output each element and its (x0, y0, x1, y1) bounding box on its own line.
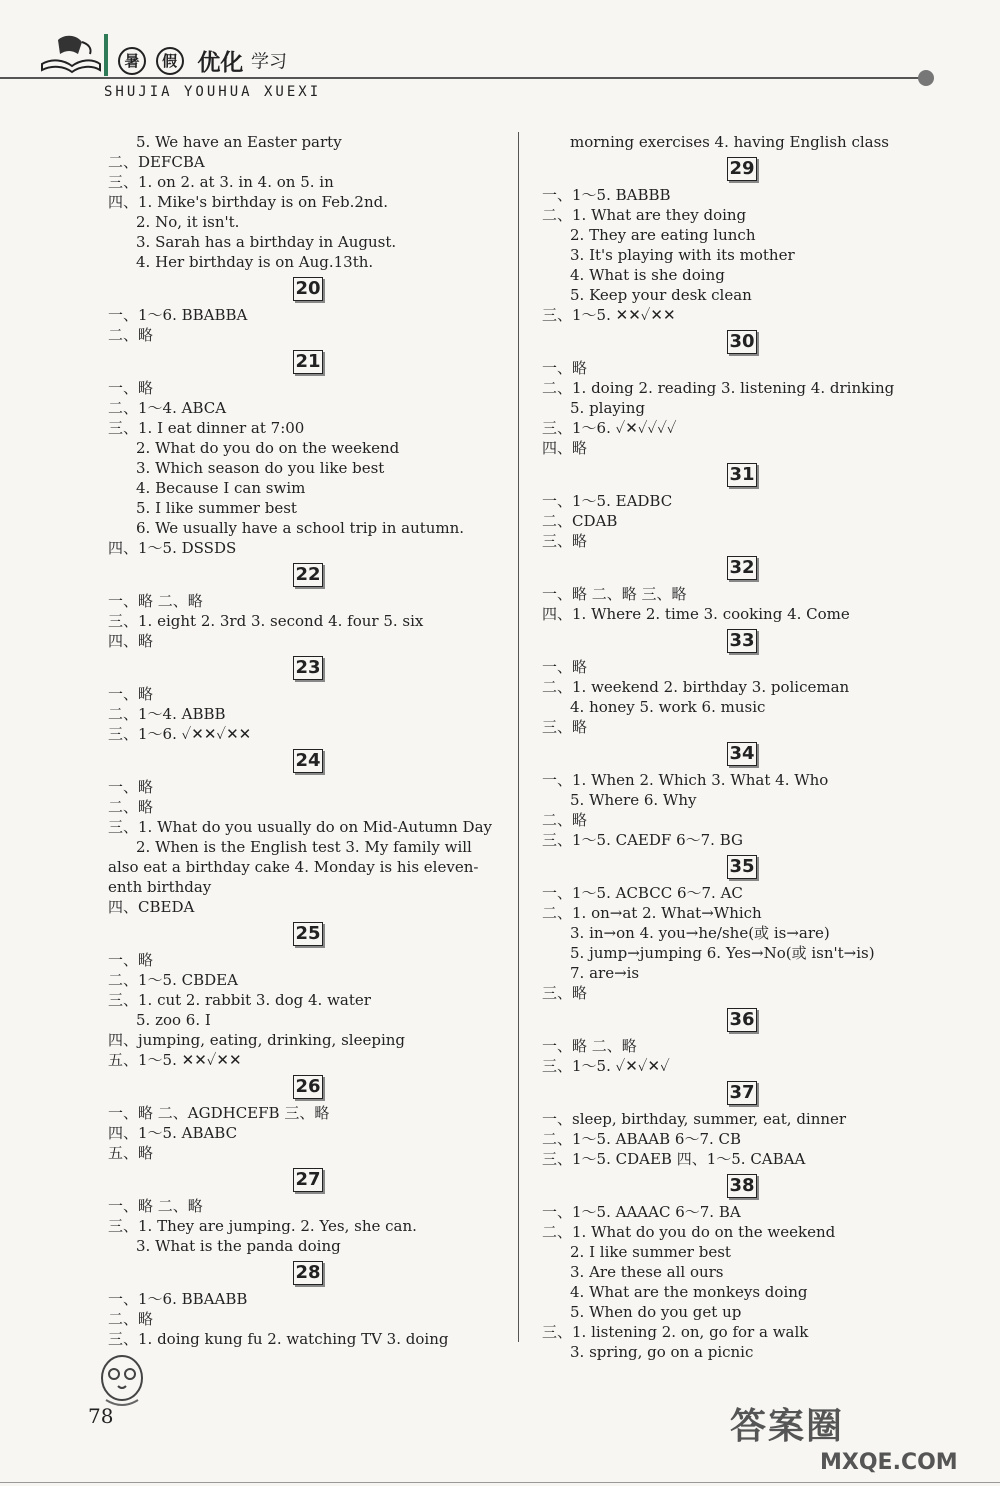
answer-line: 五、略 (108, 1144, 154, 1162)
answer-line: 5. Keep your desk clean (570, 286, 752, 304)
section-number-box (542, 737, 942, 770)
answer-line: 二、1～4. ABBB (108, 705, 226, 723)
section-number-box (542, 551, 942, 584)
answer-line: 一、sleep, birthday, summer, eat, dinner (542, 1110, 847, 1128)
section-number-box (542, 458, 942, 491)
answer-line: 一、1～5. EADBC (542, 492, 673, 510)
answer-line: 二、1. doing 2. reading 3. listening 4. drinking (542, 379, 895, 397)
answer-line: 三、1～6. ✓✕✕✓✕✕ (108, 725, 252, 743)
section-number: 28 (293, 1261, 323, 1285)
answer-line: 三、1. eight 2. 3rd 3. second 4. four 5. six (108, 612, 424, 630)
section-number: 37 (727, 1081, 757, 1105)
section-number-box (542, 1003, 942, 1036)
column-divider (518, 132, 519, 1342)
page-number: 78 (88, 1404, 114, 1428)
answer-line: 三、1～5. ✕✕✓✕✕ (542, 306, 676, 324)
header-rule (0, 77, 920, 79)
answer-line: 3. spring, go on a picnic (570, 1343, 754, 1361)
section-number: 30 (727, 330, 757, 354)
watermark-logo: 答案圈 (730, 1406, 845, 1447)
answer-line: 一、1～6. BBAABB (108, 1290, 248, 1308)
answer-line: 3. What is the panda doing (136, 1237, 341, 1255)
answer-line: 一、略 二、AGDHCEFB 三、略 (108, 1104, 330, 1122)
section-number: 34 (727, 742, 757, 766)
answer-line: 三、1. I eat dinner at 7:00 (108, 419, 305, 437)
answer-line: 3. It's playing with its mother (570, 246, 795, 264)
answer-line: 5. Where 6. Why (570, 791, 697, 809)
section-number: 26 (293, 1075, 323, 1099)
answer-line: 5. playing (570, 399, 645, 417)
answer-line: enth birthday (108, 878, 212, 896)
section-number-box (108, 1163, 508, 1196)
answer-line: 一、略 (108, 379, 154, 397)
section-number: 24 (293, 749, 323, 773)
brand-title (118, 44, 287, 77)
answer-line: 5. I like summer best (136, 499, 297, 517)
answer-line: 一、略 二、略 (108, 592, 203, 610)
answer-line: 4. What is she doing (570, 266, 725, 284)
answer-line: 二、略 (542, 811, 588, 829)
section-number: 32 (727, 556, 757, 580)
brand-main: 优化 (197, 49, 244, 76)
answer-line: 三、1. listening 2. on, go for a walk (542, 1323, 809, 1341)
answer-line: 一、略 (108, 685, 154, 703)
section-number-box (542, 1076, 942, 1109)
brand-circle-2: 假 (156, 47, 184, 75)
answer-line: 三、1. What do you usually do on Mid-Autumn Day (108, 818, 492, 836)
section-number: 23 (293, 656, 323, 680)
answer-line: 7. are→is (570, 964, 640, 982)
section-number-box (108, 558, 508, 591)
header-rule-dot (918, 70, 934, 86)
answer-line: 3. in→on 4. you→he/she(或 is→are) (570, 924, 830, 942)
section-number: 38 (727, 1174, 757, 1198)
answer-line: 5. jump→jumping 6. Yes→No(或 isn't→is) (570, 944, 875, 962)
answer-line: 二、1. What are they doing (542, 206, 747, 224)
answer-column-right (542, 132, 942, 1362)
section-number-box (108, 744, 508, 777)
answer-line: 2. What do you do on the weekend (136, 439, 400, 457)
answer-line: 一、略 (108, 951, 154, 969)
answer-line: 二、略 (108, 798, 154, 816)
answer-line: 四、jumping, eating, drinking, sleeping (108, 1031, 406, 1049)
section-number-box (542, 624, 942, 657)
answer-line: 二、CDAB (542, 512, 618, 530)
answer-line: 一、略 (108, 778, 154, 796)
answer-line: 三、1. doing kung fu 2. watching TV 3. doing (108, 1330, 449, 1348)
section-number-box (542, 325, 942, 358)
answer-line: 二、略 (108, 1310, 154, 1328)
answer-line: 三、略 (542, 532, 588, 550)
answer-line: 5. We have an Easter party (136, 133, 342, 151)
answer-line: 二、1. What do you do on the weekend (542, 1223, 836, 1241)
answer-line: 3. Are these all ours (570, 1263, 724, 1281)
section-number: 27 (293, 1168, 323, 1192)
section-number-box (542, 1169, 942, 1202)
answer-line: 一、略 二、略 三、略 (542, 585, 687, 603)
answer-line: 一、1～5. BABBB (542, 186, 671, 204)
answer-line: 二、1～5. ABAAB 6～7. CB (542, 1130, 742, 1148)
answer-line: 三、1～6. ✓✕✓✓✓✓ (542, 419, 677, 437)
answer-line: 2. No, it isn't. (136, 213, 240, 231)
answer-line: 5. zoo 6. I (136, 1011, 211, 1029)
answer-line: 三、1. cut 2. rabbit 3. dog 4. water (108, 991, 371, 1009)
answer-line: 4. Her birthday is on Aug.13th. (136, 253, 374, 271)
brand-sub: 学习 (251, 51, 288, 73)
answer-line: 2. I like summer best (570, 1243, 731, 1261)
answer-line: morning exercises 4. having English class (570, 133, 889, 151)
answer-line: 4. honey 5. work 6. music (570, 698, 766, 716)
watermark-url: MXQE.COM (820, 1450, 958, 1475)
answer-line: 一、1～5. ACBCC 6～7. AC (542, 884, 743, 902)
section-number-box (108, 1256, 508, 1289)
answer-line: 5. When do you get up (570, 1303, 742, 1321)
answer-line: 四、1～5. DSSDS (108, 539, 237, 557)
section-number-box (108, 272, 508, 305)
section-number-box (542, 152, 942, 185)
answer-line: 二、略 (108, 326, 154, 344)
section-number: 36 (727, 1008, 757, 1032)
answer-line: 一、略 二、略 (542, 1037, 637, 1055)
answer-line: 一、1～5. AAAAC 6～7. BA (542, 1203, 741, 1221)
answer-line: 四、略 (108, 632, 154, 650)
section-number: 33 (727, 629, 757, 653)
answer-line: 五、1～5. ✕✕✓✕✕ (108, 1051, 242, 1069)
answer-line: 一、略 二、略 (108, 1197, 203, 1215)
answer-line: 四、略 (542, 439, 588, 457)
answer-line: 3. Which season do you like best (136, 459, 385, 477)
answer-column-left (108, 132, 508, 1349)
answer-line: 一、1～6. BBABBA (108, 306, 248, 324)
section-number: 25 (293, 922, 323, 946)
page-header (0, 0, 1000, 110)
answer-line: 四、1. Mike's birthday is on Feb.2nd. (108, 193, 388, 211)
section-number-box (108, 917, 508, 950)
answer-line: 三、1～5. CAEDF 6～7. BG (542, 831, 743, 849)
section-number: 29 (727, 157, 757, 181)
answer-line: 四、1. Where 2. time 3. cooking 4. Come (542, 605, 850, 623)
answer-line: 四、1～5. ABABC (108, 1124, 238, 1142)
answer-line: 6. We usually have a school trip in autumn. (136, 519, 465, 537)
answer-line: 二、1. weekend 2. birthday 3. policeman (542, 678, 850, 696)
answer-line: 三、1. They are jumping. 2. Yes, she can. (108, 1217, 417, 1235)
answer-line: 三、1～5. ✓✕✓✕✓ (542, 1057, 670, 1075)
section-number-box (542, 850, 942, 883)
section-number: 31 (727, 463, 757, 487)
answer-line: also eat a birthday cake 4. Monday is his eleven- (108, 858, 479, 876)
answer-line: 2. They are eating lunch (570, 226, 756, 244)
answer-line: 三、1～5. CDAEB 四、1～5. CABAA (542, 1150, 806, 1168)
answer-line: 四、CBEDA (108, 898, 195, 916)
page-footer (0, 1340, 1000, 1486)
section-number: 35 (727, 855, 757, 879)
answer-line: 三、略 (542, 718, 588, 736)
footer-rule (0, 1482, 1000, 1483)
answer-line: 3. Sarah has a birthday in August. (136, 233, 397, 251)
answer-line: 一、略 (542, 658, 588, 676)
section-number-box (108, 1070, 508, 1103)
header-pinyin: SHUJIA YOUHUA XUEXI (104, 84, 322, 100)
section-number-box (108, 345, 508, 378)
answer-line: 二、1. on→at 2. What→Which (542, 904, 762, 922)
answer-line: 三、略 (542, 984, 588, 1002)
brand-circle-1: 暑 (118, 47, 146, 75)
section-number: 20 (293, 277, 323, 301)
answer-line: 4. What are the monkeys doing (570, 1283, 808, 1301)
section-number: 22 (293, 563, 323, 587)
book-hand-logo-icon (38, 30, 104, 78)
header-accent-bar (104, 34, 108, 76)
answer-line: 二、1～5. CBDEA (108, 971, 238, 989)
answer-line: 二、1～4. ABCA (108, 399, 227, 417)
answer-line: 一、略 (542, 359, 588, 377)
answer-line: 4. Because I can swim (136, 479, 306, 497)
section-number-box (108, 651, 508, 684)
answer-line: 二、DEFCBA (108, 153, 205, 171)
answer-line: 一、1. When 2. Which 3. What 4. Who (542, 771, 829, 789)
answer-line: 三、1. on 2. at 3. in 4. on 5. in (108, 173, 334, 191)
answer-line: 2. When is the English test 3. My family will (136, 838, 472, 856)
section-number: 21 (293, 350, 323, 374)
